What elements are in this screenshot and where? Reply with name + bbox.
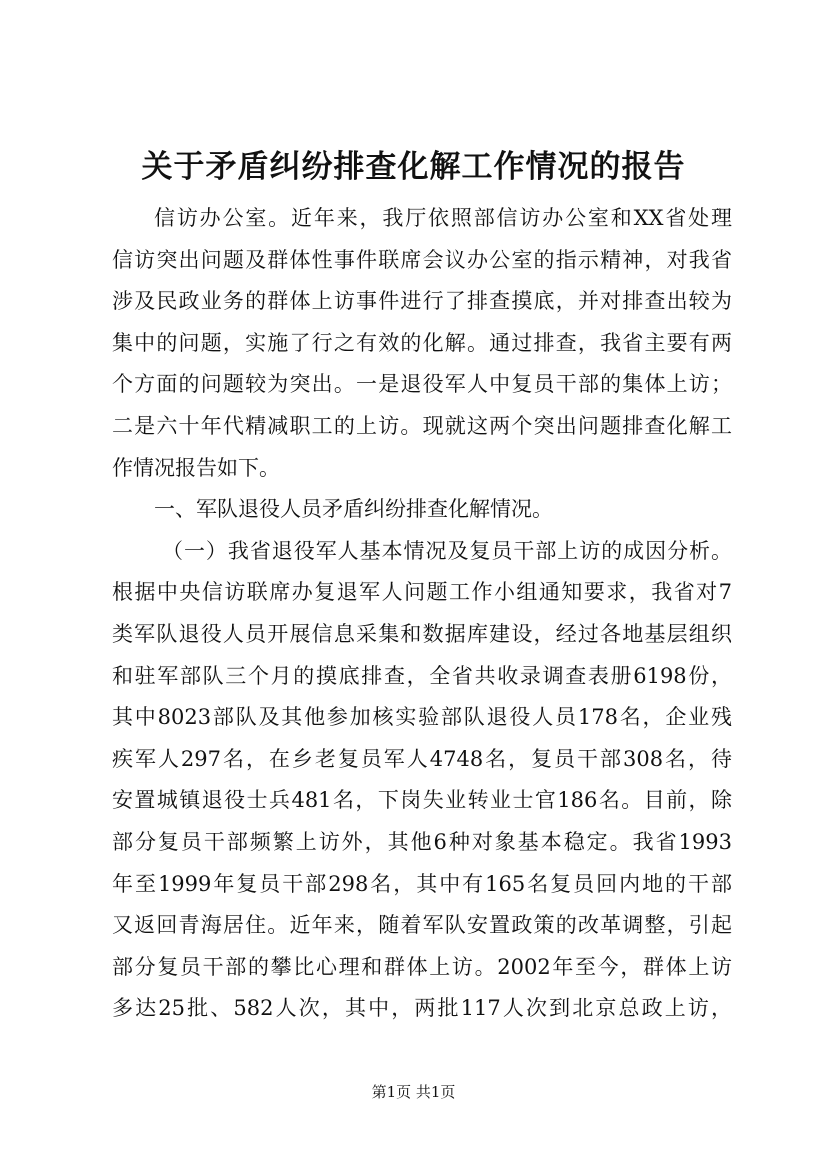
paragraph-line: 和驻军部队三个月的摸底排查，全省共收录调查表册6198份， [112,663,732,688]
paragraph-line: 部分复员干部频繁上访外，其他6种对象基本稳定。我省1993 [112,829,732,854]
paragraph-line: 年至1999年复员干部298名，其中有165名复员回内地的干部 [112,871,732,896]
paragraph-line: 信访办公室。近年来，我厅依照部信访办公室和XX省处理 [154,206,732,230]
page-number-footer: 第1页 共1页 [371,1083,456,1101]
subsection-heading: （一）我省退役军人基本情况及复员干部上访的成因分析。 [162,538,732,563]
paragraph-line: 集中的问题，实施了行之有效的化解。通过排查，我省主要有两 [112,330,732,355]
paragraph-line: 其中8023部队及其他参加核实验部队退役人员178名，企业残 [112,705,732,730]
paragraph-line: 部分复员干部的攀比心理和群体上访。2002年至今，群体上访 [112,954,732,979]
document-body [112,198,732,1030]
paragraph-line: 信访突出问题及群体性事件联席会议办公室的指示精神，对我省 [112,247,732,272]
paragraph-line: 安置城镇退役士兵481名，下岗失业转业士官186名。目前，除 [112,788,732,813]
paragraph-line: 涉及民政业务的群体上访事件进行了排查摸底，并对排查出较为 [112,289,732,314]
paragraph-line: 疾军人297名，在乡老复员军人4748名，复员干部308名，待 [112,746,732,771]
paragraph-line: 作情况报告如下。 [112,455,280,480]
section-heading: 一、军队退役人员矛盾纠纷排查化解情况。 [154,497,553,522]
page-title: 关于矛盾纠纷排查化解工作情况的报告 [141,149,686,185]
paragraph-line: 多达25批、582人次，其中，两批117人次到北京总政上访， [112,996,732,1021]
paragraph-line: 根据中央信访联席办复退军人问题工作小组通知要求，我省对7 [112,580,732,605]
paragraph-line: 又返回青海居住。近年来，随着军队安置政策的改革调整，引起 [112,913,732,938]
paragraph-line: 类军队退役人员开展信息采集和数据库建设，经过各地基层组织 [112,621,732,646]
paragraph-line: 个方面的问题较为突出。一是退役军人中复员干部的集体上访； [112,372,732,397]
paragraph-line: 二是六十年代精减职工的上访。现就这两个突出问题排查化解工 [112,413,732,438]
